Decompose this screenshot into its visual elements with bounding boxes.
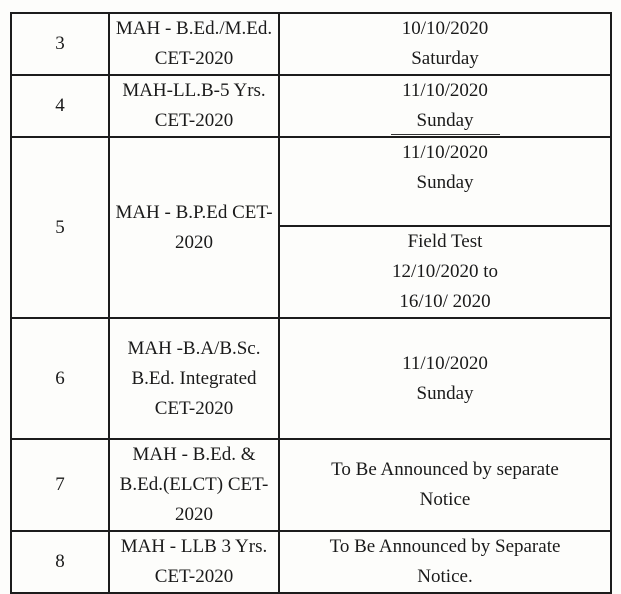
date-line: To Be Announced by separate bbox=[331, 459, 559, 480]
exam-schedule-table bbox=[10, 12, 612, 594]
day-line: Saturday bbox=[411, 48, 479, 69]
date-line: 12/10/2020 to bbox=[391, 261, 499, 282]
serial-number: 8 bbox=[11, 531, 109, 593]
exam-line: B.Ed.(ELCT) CET- bbox=[119, 474, 269, 495]
table-row bbox=[11, 439, 611, 531]
serial-number: 5 bbox=[11, 137, 109, 318]
exam-line: 2020 bbox=[175, 504, 213, 525]
table-row bbox=[11, 75, 611, 137]
serial-number: 6 bbox=[11, 318, 109, 439]
exam-line: MAH -B.A/B.Sc. bbox=[127, 337, 261, 359]
exam-line: 2020 bbox=[175, 231, 213, 253]
exam-name bbox=[109, 318, 279, 439]
date-line: To Be Announced by Separate bbox=[329, 536, 561, 557]
table-row bbox=[11, 137, 611, 226]
date-line: 11/10/2020 bbox=[402, 352, 488, 374]
day-line: Sunday bbox=[391, 108, 500, 135]
exam-name bbox=[109, 137, 279, 318]
table-row bbox=[11, 13, 611, 75]
date-line: 11/10/2020 bbox=[402, 142, 488, 163]
exam-name bbox=[109, 439, 279, 531]
exam-line: B.Ed. Integrated bbox=[131, 367, 257, 389]
date-line: 10/10/2020 bbox=[401, 18, 489, 39]
exam-line: CET-2020 bbox=[154, 566, 234, 587]
date-line: 11/10/2020 bbox=[402, 80, 488, 101]
exam-name bbox=[109, 75, 279, 137]
day-line: Sunday bbox=[416, 172, 474, 193]
exam-date bbox=[279, 318, 611, 439]
exam-line: MAH - B.P.Ed CET- bbox=[115, 201, 273, 223]
exam-line: MAH-LL.B-5 Yrs. bbox=[122, 80, 266, 101]
exam-line: CET-2020 bbox=[154, 397, 234, 419]
date-line: Notice bbox=[419, 489, 471, 510]
exam-line: MAH - LLB 3 Yrs. bbox=[120, 536, 268, 557]
exam-line: CET-2020 bbox=[154, 48, 234, 69]
exam-date bbox=[279, 531, 611, 593]
exam-line: MAH - B.Ed. & bbox=[132, 444, 256, 465]
exam-date bbox=[279, 137, 611, 226]
day-line: Sunday bbox=[416, 382, 474, 404]
serial-number: 3 bbox=[11, 13, 109, 75]
exam-date bbox=[279, 439, 611, 531]
serial-number: 4 bbox=[11, 75, 109, 137]
date-line: Notice. bbox=[417, 566, 473, 587]
field-test-label: Field Test bbox=[407, 231, 483, 252]
exam-line: MAH - B.Ed./M.Ed. bbox=[115, 18, 273, 39]
exam-name bbox=[109, 531, 279, 593]
exam-date bbox=[279, 75, 611, 137]
field-test-date bbox=[279, 226, 611, 318]
table-row bbox=[11, 318, 611, 439]
exam-line: CET-2020 bbox=[154, 110, 234, 131]
exam-name bbox=[109, 13, 279, 75]
date-line: 16/10/ 2020 bbox=[399, 291, 491, 312]
table-row bbox=[11, 531, 611, 593]
serial-number: 7 bbox=[11, 439, 109, 531]
exam-date bbox=[279, 13, 611, 75]
